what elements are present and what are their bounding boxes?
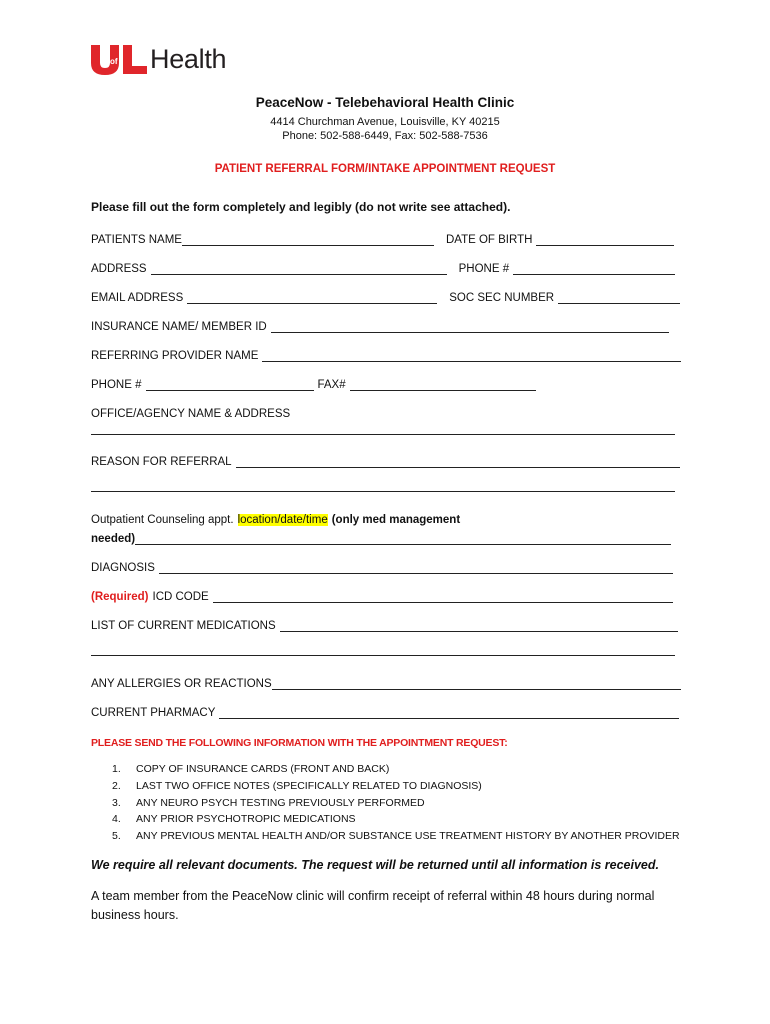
list-item: 3. ANY NEURO PSYCH TESTING PREVIOUSLY PERFORMED [112, 796, 425, 809]
row-icd [91, 591, 681, 603]
medications-field[interactable] [280, 620, 678, 632]
clinic-address: 4414 Churchman Avenue, Louisville, KY 40215 [270, 116, 500, 128]
fax-label: FAX# [317, 379, 346, 391]
address-label: ADDRESS [91, 263, 147, 275]
ssn-field[interactable] [558, 292, 680, 304]
list-item: 1. COPY OF INSURANCE CARDS (FRONT AND BACK) [112, 763, 390, 775]
referring-provider-label: REFERRING PROVIDER NAME [91, 350, 259, 362]
row-pharmacy [91, 707, 681, 719]
fax-field[interactable] [350, 379, 536, 391]
reason-field[interactable] [236, 456, 680, 468]
ssn-label: SOC SEC NUMBER [449, 292, 555, 304]
patients-name-field[interactable] [182, 234, 434, 246]
row-phone-fax [91, 379, 681, 391]
logo-small-text: of [110, 57, 118, 66]
list-item: 2. LAST TWO OFFICE NOTES (SPECIFICALLY RELATED TO DIAGNOSIS) [112, 779, 482, 792]
reason-label: REASON FOR REFERRAL [91, 456, 232, 468]
row-address-phone [91, 263, 681, 275]
diagnosis-label: DIAGNOSIS [91, 562, 155, 574]
icd-label: ICD CODE [152, 591, 209, 603]
icd-field[interactable] [213, 591, 673, 603]
require-note: We require all relevant documents. The request will be returned until all information is received. [91, 858, 659, 872]
email-field[interactable] [187, 292, 437, 304]
ul-health-logo [90, 42, 226, 76]
pharmacy-label: CURRENT PHARMACY [91, 707, 216, 719]
form-instructions: Please fill out the form completely and legibly (do not write see attached). [91, 200, 511, 214]
address-field[interactable] [151, 263, 447, 275]
row-referring-provider [91, 350, 681, 362]
email-label: EMAIL ADDRESS [91, 292, 184, 304]
medications-extra-line[interactable] [91, 654, 675, 656]
row-name-dob [91, 234, 681, 246]
phone-label: PHONE # [458, 263, 510, 275]
outpatient-field[interactable] [135, 533, 671, 545]
list-item: 4. ANY PRIOR PSYCHOTROPIC MEDICATIONS [112, 813, 356, 826]
row-office-agency [91, 408, 681, 420]
row-outpatient [91, 514, 681, 526]
logo-brand-text: Health [150, 44, 227, 74]
office-agency-label: OFFICE/AGENCY NAME & ADDRESS [91, 408, 291, 420]
confirm-note: A team member from the PeaceNow clinic will confirm receipt of referral within 48 hours during normal business hours. [91, 889, 655, 922]
row-outpatient-2 [91, 533, 681, 545]
provider-phone-field[interactable] [146, 379, 314, 391]
allergies-label: ANY ALLERGIES OR REACTIONS [91, 678, 272, 690]
provider-phone-label: PHONE # [91, 379, 142, 391]
medications-label: LIST OF CURRENT MEDICATIONS [91, 620, 276, 632]
allergies-field[interactable] [272, 678, 681, 690]
requirements-list [112, 763, 680, 847]
row-allergies [91, 678, 681, 690]
row-diagnosis [91, 562, 681, 574]
diagnosis-field[interactable] [159, 562, 673, 574]
outpatient-highlight: location/date/time [237, 514, 328, 526]
pharmacy-field[interactable] [219, 707, 679, 719]
outpatient-note-2: needed) [91, 533, 136, 545]
row-email-ssn [91, 292, 681, 304]
office-agency-field[interactable] [91, 433, 675, 435]
row-medications [91, 620, 681, 632]
ul-logo-mark-icon [90, 43, 148, 75]
patients-name-label: PATIENTS NAME [91, 234, 182, 246]
row-reason [91, 456, 681, 468]
send-notice: PLEASE SEND THE FOLLOWING INFORMATION WITH THE APPOINTMENT REQUEST: [91, 737, 508, 749]
referring-provider-field[interactable] [262, 350, 681, 362]
outpatient-note: (only med management [331, 514, 461, 526]
clinic-name: PeaceNow - Telebehavioral Health Clinic [255, 95, 515, 110]
dob-label: DATE OF BIRTH [445, 234, 533, 246]
reason-extra-line[interactable] [91, 490, 675, 492]
outpatient-label: Outpatient Counseling appt. [91, 514, 234, 526]
form-title: PATIENT REFERRAL FORM/INTAKE APPOINTMENT REQUEST [214, 163, 556, 175]
required-label: (Required) [91, 591, 149, 603]
insurance-field[interactable] [271, 321, 669, 333]
phone-field[interactable] [513, 263, 675, 275]
list-item: 5. ANY PREVIOUS MENTAL HEALTH AND/OR SUBSTANCE USE TREATMENT HISTORY BY ANOTHER PROVIDER [112, 830, 680, 843]
dob-field[interactable] [536, 234, 674, 246]
insurance-label: INSURANCE NAME/ MEMBER ID [91, 321, 267, 333]
clinic-phone-fax: Phone: 502-588-6449, Fax: 502-588-7536 [282, 130, 488, 142]
row-insurance [91, 321, 681, 333]
